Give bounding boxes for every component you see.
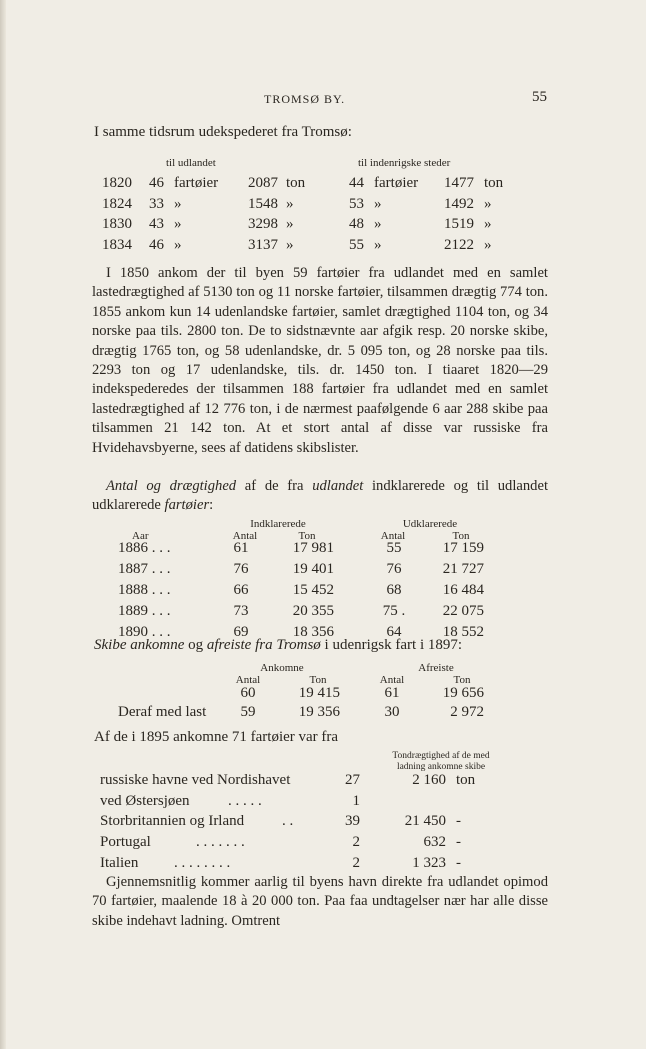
- cell-count: 46: [149, 175, 164, 191]
- cell-ton-in: 19 401: [292, 561, 334, 577]
- cell-antal-out: 30: [384, 704, 400, 720]
- table-row-year: 1889 . . .: [118, 603, 171, 619]
- cell-antal-out: 68: [386, 582, 402, 598]
- cell-antal-in: 73: [233, 603, 249, 619]
- cell-unit: »: [286, 216, 294, 232]
- emph-udlandet: udlandet: [312, 478, 364, 494]
- cell-count: 1: [352, 793, 360, 809]
- cell-unit: »: [374, 237, 382, 253]
- table-row-year: 1834: [102, 237, 132, 253]
- cell-unit: »: [484, 216, 492, 232]
- text-part: af de fra: [236, 478, 313, 494]
- cell-antal-in: 69: [233, 624, 249, 640]
- cell-ton-in: 19 415: [298, 685, 340, 701]
- cell-unit: »: [286, 196, 294, 212]
- cell-unit: -: [456, 855, 461, 871]
- tonnage-header-line: ladning ankomne skibe: [396, 762, 486, 772]
- cell-count: 53: [349, 196, 364, 212]
- table-row-year: 1820: [102, 175, 132, 191]
- cell-antal-out: 64: [386, 624, 402, 640]
- group-label-afreiste: Afreiste: [418, 662, 454, 674]
- dot-leader: . . . . . . .: [196, 834, 245, 850]
- emph-fartoier: fartøier: [164, 497, 210, 514]
- tonnage-header: [366, 751, 516, 773]
- cell-antal-out: 61: [384, 685, 400, 701]
- cell-tonnage: 1548: [248, 196, 278, 212]
- paragraph-text: I 1850 ankom der til byen 59 fartøier fra udlandet med en samlet lastedrægtighed af 5130 ton og 11 norske fartøier, tilsammen drægtig 774 ton. 1855 ankom kun 14 udenlandske fartøier, samlet drægtighed 1104 ton, og 34 norske paa tils. 2800 ton. De to sidstnævnte aar afgik resp. 20 norske skibe, drægtig 1765 ton, og 58 udenlandske, dr. 5 095 ton, og 28 norske paa tils. 2293 ton og 17 udenlandske, tils. dr. 1450 ton. I tiaaret 1820—29 indekspederedes der tilsammen 188 fartøier fra udlandet med en samlet lastedrægtighed af 12 776 ton, i de nærmest paafølgende 6 aar 288 skibe paa tilsammen 21 142 ton. At et stort antal af disse var russiske fra Hvidehavsbyerne, sees af datidens skibslister.: [92, 265, 548, 456]
- cell-antal-in: 60: [240, 685, 256, 701]
- cell-count: 27: [345, 772, 360, 788]
- cell-ton-in: 20 355: [292, 603, 334, 619]
- cell-ton-in: 19 356: [298, 704, 340, 720]
- cell-unit: »: [484, 196, 492, 212]
- emph-antal: Antal og drægtighed: [106, 478, 237, 494]
- line-1897-intro: [94, 637, 462, 654]
- cell-unit: »: [374, 216, 382, 232]
- col-antal-ankomne: Antal: [235, 674, 261, 686]
- cell-unit: -: [456, 813, 461, 829]
- text-part: :: [209, 497, 214, 514]
- paragraph-average: [92, 873, 548, 931]
- table-row-year: 1886 . . .: [118, 540, 171, 556]
- cell-count: 55: [349, 237, 364, 253]
- col-aar: Aar: [132, 530, 149, 542]
- paragraph-table-intro: [92, 477, 548, 516]
- col-ton-afreiste: Ton: [453, 674, 471, 686]
- col-antal-in: Antal: [232, 530, 258, 542]
- cell-count: 2: [352, 855, 360, 871]
- row-place: russiske havne ved Nordishavet: [100, 772, 291, 788]
- cell-tonnage: 1477: [444, 175, 474, 191]
- cell-unit: ton: [286, 175, 306, 191]
- col-ton-ankomne: Ton: [309, 674, 327, 686]
- paragraph-text-2: [92, 477, 548, 516]
- cell-ton-in: 18 356: [292, 624, 334, 640]
- col-antal-afreiste: Antal: [379, 674, 405, 686]
- cell-ton: 21 450: [404, 813, 446, 829]
- line-1895-intro: Af de i 1895 ankomne 71 fartøier var fra: [94, 729, 339, 745]
- cell-ton-out: 2 972: [450, 704, 484, 720]
- cell-ton-out: 18 552: [442, 624, 484, 640]
- dot-leader: . . . . .: [228, 793, 262, 809]
- cell-unit: fartøier: [174, 175, 219, 191]
- table-row-year: 1890 . . .: [118, 624, 171, 640]
- cell-ton-out: 19 656: [442, 685, 484, 701]
- row-label: Deraf med last: [118, 704, 207, 720]
- cell-unit: fartøier: [374, 175, 419, 191]
- cell-ton-out: 16 484: [442, 582, 484, 598]
- col-ton-in: Ton: [298, 530, 316, 542]
- cell-unit: »: [484, 237, 492, 253]
- running-title: TROMSØ BY.: [264, 92, 346, 106]
- group-label-indklarerede: Indklarerede: [250, 518, 306, 530]
- cell-unit: »: [174, 196, 182, 212]
- text-part: i udenrigsk fart i 1897:: [320, 637, 463, 653]
- paragraph-history: [92, 264, 548, 458]
- dot-leader: . . . . . . . .: [174, 855, 231, 871]
- table-row-year: 1888 . . .: [118, 582, 171, 598]
- cell-ton-out: 17 159: [442, 540, 484, 556]
- table-row-year: 1830: [102, 216, 132, 232]
- group-label-indenrigske: til indenrigske steder: [358, 157, 451, 169]
- cell-unit: ton: [484, 175, 504, 191]
- cell-ton-in: 15 452: [292, 582, 334, 598]
- cell-count: 48: [349, 216, 364, 232]
- group-label-udklarerede: Udklarerede: [402, 518, 458, 530]
- cell-tonnage: 3298: [248, 216, 278, 232]
- cell-count: 44: [349, 175, 364, 191]
- cell-tonnage: 2122: [444, 237, 474, 253]
- cell-count: 2: [352, 834, 360, 850]
- row-place: Portugal: [100, 834, 151, 850]
- col-ton-out: Ton: [452, 530, 470, 542]
- cell-tonnage: 1492: [444, 196, 474, 212]
- emph-afreiste: afreiste fra Tromsø: [206, 637, 321, 653]
- page-edge-shadow: [0, 0, 6, 1049]
- tonnage-header-line: Tondrægtighed af de med: [392, 751, 490, 761]
- emph-skibe-ankomne: Skibe ankomne: [94, 637, 185, 653]
- group-label-ankomne: Ankomne: [260, 662, 304, 674]
- table-row-year: 1887 . . .: [118, 561, 171, 577]
- cell-antal-in: 76: [233, 561, 249, 577]
- group-label-udlandet: til udlandet: [166, 157, 216, 169]
- dot-leader: . .: [282, 813, 294, 829]
- cell-unit: »: [286, 237, 294, 253]
- cell-ton: 1 323: [412, 855, 446, 871]
- cell-ton-in: 17 981: [292, 540, 334, 556]
- text-part: og: [184, 637, 207, 653]
- text-part: indklarerede og til udlandet udklarerede: [92, 478, 549, 514]
- cell-count: 43: [149, 216, 164, 232]
- row-place: Storbritannien og Irland: [100, 813, 245, 829]
- cell-antal-in: 61: [233, 540, 249, 556]
- cell-unit: »: [174, 237, 182, 253]
- cell-unit: »: [174, 216, 182, 232]
- paragraph-text-5: Gjennemsnitlig kommer aarlig til byens havn direkte fra udlandet opimod 70 fartøier, maalende 18 à 20 000 ton. Paa faa undtagelser nær har alle disse skibe indehavt ladning. Omtrent: [92, 874, 548, 929]
- cell-ton-out: 21 727: [442, 561, 484, 577]
- table-row-year: 1824: [102, 196, 132, 212]
- cell-antal-in: 66: [233, 582, 249, 598]
- cell-ton: 632: [423, 834, 446, 850]
- cell-count: 39: [345, 813, 360, 829]
- cell-tonnage: 1519: [444, 216, 474, 232]
- cell-ton: 2 160: [412, 772, 446, 788]
- cell-ton-out: 22 075: [442, 603, 484, 619]
- cell-antal-out: 75 .: [382, 603, 406, 619]
- cell-unit: »: [374, 196, 382, 212]
- col-antal-out: Antal: [380, 530, 406, 542]
- row-place: Italien: [100, 855, 139, 871]
- cell-antal-out: 55: [386, 540, 402, 556]
- cell-count: 33: [149, 196, 164, 212]
- cell-tonnage: 3137: [248, 237, 278, 253]
- cell-count: 46: [149, 237, 164, 253]
- cell-unit: -: [456, 834, 461, 850]
- cell-antal-in: 59: [240, 704, 256, 720]
- row-place: ved Østersjøen: [100, 793, 190, 809]
- intro-line: I samme tidsrum udekspederet fra Tromsø:: [94, 124, 352, 140]
- cell-tonnage: 2087: [248, 175, 278, 191]
- cell-antal-out: 76: [386, 561, 402, 577]
- page-number: 55: [532, 89, 547, 105]
- cell-unit: ton: [456, 772, 476, 788]
